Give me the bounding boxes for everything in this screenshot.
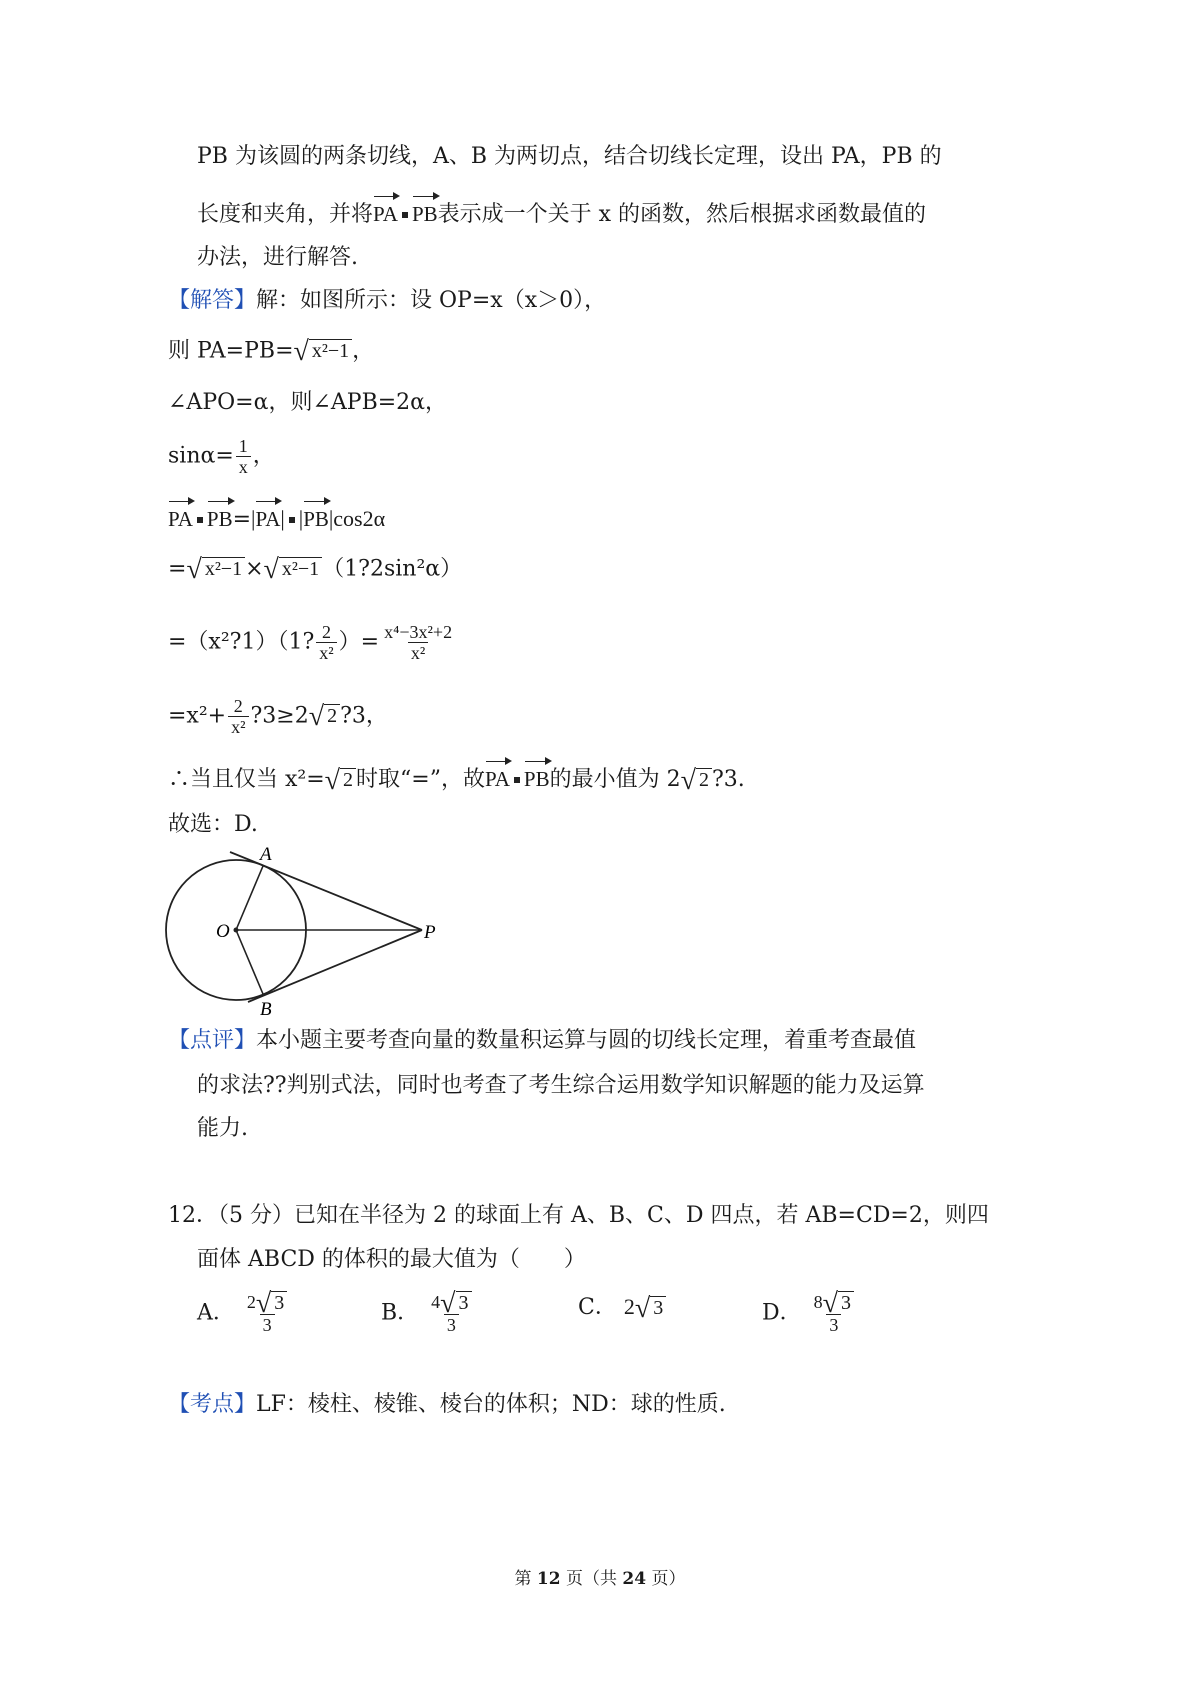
- page-footer: 第 12 页（共 24 页）: [514, 1569, 686, 1589]
- intro-line-2: 长度和夹角，并将PA PB表示成一个关于 x 的函数，然后根据求函数最值的: [197, 193, 926, 230]
- option-c: C． 2√ 3: [578, 1292, 666, 1324]
- answer-line-10: 故选：D.: [168, 812, 258, 837]
- kaodian-tag: 【考点】: [168, 1392, 257, 1417]
- sqrt-expression: √ x²−1: [294, 336, 353, 367]
- answer-line-2: 则 PA=PB=√ x²−1 ，: [168, 336, 375, 367]
- label-o: O: [216, 921, 230, 942]
- tangent-line-pa: [230, 852, 422, 930]
- intro-line-1: PB 为该圆的两条切线，A、B 为两切点，结合切线长定理，设出 PA，PB 的: [197, 144, 942, 169]
- vector-pb: PB: [412, 193, 438, 229]
- answer-line-5: PA PB=|PA| |PB|cos2α: [168, 498, 385, 535]
- answer-tag: 【解答】: [168, 288, 257, 313]
- answer-line-7: =（x²?1）（1? $\frac{2}{\text{x²}}$ ）= $\frac{\text{x⁴−3x²+2}}{\text{x²}}$: [168, 622, 453, 663]
- tangent-line-pb: [248, 930, 422, 1002]
- option-d: D． $\frac{8√ 3}{3}$: [762, 1292, 859, 1335]
- answer-line-3: ∠APO=α，则∠APB=2α，: [168, 390, 448, 415]
- kaodian-line: 【考点】LF：棱柱、棱锥、棱台的体积；ND：球的性质.: [168, 1392, 726, 1417]
- fraction-1-over-x: $\frac{1}{x}$: [236, 436, 251, 477]
- circle-tangent-figure: [160, 842, 460, 1022]
- vector-pa: PA: [373, 193, 398, 229]
- intro-line-3: 办法，进行解答.: [197, 245, 358, 270]
- answer-line-4: sinα= $\frac{1}{x}$ ，: [168, 436, 275, 477]
- segment-oa: [236, 866, 263, 930]
- option-b: B． $\frac{4√ 3}{3}$: [381, 1292, 477, 1335]
- option-a: A． $\frac{2√ 3}{3}$: [197, 1292, 292, 1335]
- answer-line-6: =√ x²−1 ×√ x²−1 （1?2sin²α）: [168, 554, 463, 585]
- review-line-1: 【点评】本小题主要考查向量的数量积运算与圆的切线长定理，着重考查最值: [168, 1028, 917, 1053]
- dot-product-icon: [402, 212, 408, 218]
- label-p: P: [424, 922, 436, 943]
- question-12-line-1: 12．（5 分）已知在半径为 2 的球面上有 A、B、C、D 四点，若 AB=CD=2，则四: [168, 1203, 989, 1228]
- label-b: B: [260, 999, 272, 1020]
- segment-ob: [236, 930, 263, 994]
- question-12-line-2: 面体 ABCD 的体积的最大值为（ ）: [197, 1247, 586, 1272]
- answer-line-9: ∴当且仅当 x²=√ 2 时取“=”，故PA PB的最小值为 2√ 2 ?3.: [168, 758, 745, 796]
- answer-line-8: =x²+ $\frac{2}{\text{x²}}$ ?3≥2√ 2 ?3，: [168, 696, 388, 737]
- label-a: A: [260, 844, 272, 865]
- review-line-3: 能力.: [197, 1116, 248, 1141]
- review-line-2: 的求法??判别式法，同时也考查了考生综合运用数学知识解题的能力及运算: [197, 1073, 925, 1098]
- review-tag: 【点评】: [168, 1028, 257, 1053]
- answer-line-1: 【解答】解：如图所示：设 OP=x（x＞0），: [168, 288, 607, 313]
